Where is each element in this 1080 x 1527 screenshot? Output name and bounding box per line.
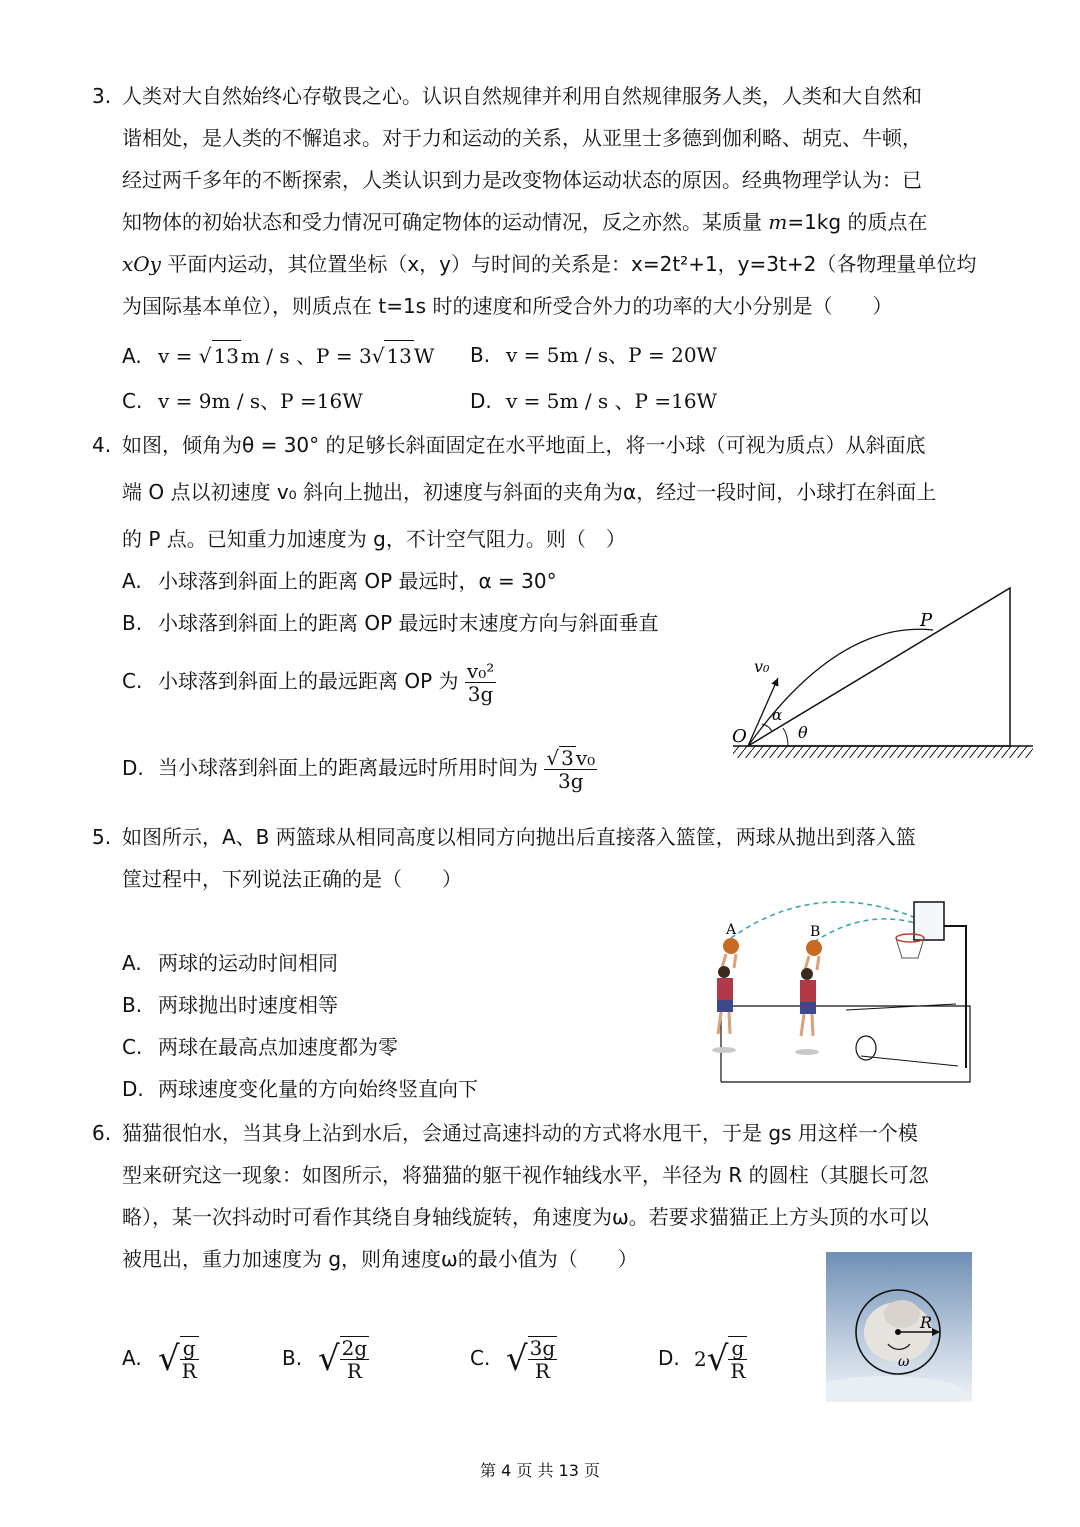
- axis-dot: [895, 1329, 901, 1335]
- stem-line: 知物体的初始状态和受力情况可确定物体的运动情况，反之亦然。某质量 m=1kg 的质点在: [122, 210, 928, 234]
- option-d[interactable]: D. 2√ $\frac{g}{R}$: [658, 1336, 746, 1383]
- hoop-pole: [942, 926, 966, 1068]
- cat-head: [884, 1300, 920, 1328]
- question-number: 5.: [92, 825, 112, 849]
- option-a[interactable]: A. √ $\frac{g}{R}$: [122, 1336, 197, 1383]
- question-number: 6.: [92, 1121, 112, 1145]
- option-b[interactable]: B. v = 5m / s、P = 20W: [470, 343, 718, 367]
- ball-b: [806, 940, 822, 956]
- label-o: O: [732, 726, 747, 747]
- label-omega: ω: [898, 1354, 910, 1370]
- label-theta: θ: [798, 723, 808, 742]
- trajectory-b: [814, 919, 918, 942]
- theta-arc: [783, 728, 788, 746]
- stem-line: 型来研究这一现象：如图所示，将猫猫的躯干视作轴线水平，半径为 R 的圆柱（其腿长可忽: [122, 1163, 929, 1187]
- incline-projectile-figure: [728, 580, 1038, 765]
- fraction: $\frac{\text{v₀²}}{3g}$: [466, 659, 495, 706]
- stem-line: 谐相处，是人类的不懈追求。对于力和运动的关系，从亚里士多德到伽利略、胡克、牛顿，: [122, 126, 922, 150]
- question-number: 3.: [92, 84, 112, 108]
- question-4: [92, 422, 992, 563]
- stem-line: 筐过程中，下列说法正确的是（ ）: [122, 867, 462, 891]
- label-a: A: [726, 922, 737, 938]
- player-a: [712, 954, 736, 1053]
- court-lines: [721, 1006, 970, 1082]
- option-a[interactable]: A. 两球的运动时间相同: [122, 951, 338, 975]
- basketball-figure: [696, 888, 978, 1086]
- option-d[interactable]: D. v = 5m / s 、P =16W: [470, 389, 718, 413]
- stem-line: xOy 平面内运动，其位置坐标（x，y）与时间的关系是：x=2t²+1，y=3t+2（各物理量单位均: [122, 252, 977, 276]
- stem-line: 被甩出，重力加速度为 g，则角速度ω的最小值为（ ）: [122, 1247, 638, 1271]
- stem-line: 端 O 点以初速度 v₀ 斜向上抛出，初速度与斜面的夹角为α，经过一段时间，小球打在斜面上: [122, 480, 937, 504]
- label-alpha: α: [772, 706, 783, 724]
- label-r: R: [920, 1313, 933, 1332]
- option-d[interactable]: D. 两球速度变化量的方向始终竖直向下: [122, 1077, 478, 1101]
- stem-line: 的 P 点。已知重力加速度为 g，不计空气阻力。则（ ）: [122, 527, 626, 551]
- option-a[interactable]: A. 小球落到斜面上的距离 OP 最远时，α = 30°: [122, 569, 557, 593]
- stem-line: 猫猫很怕水，当其身上沾到水后，会通过高速抖动的方式将水甩干，于是 gs 用这样一个模: [122, 1121, 918, 1145]
- option-c[interactable]: C. v = 9m / s、P =16W: [122, 389, 363, 413]
- question-3: [92, 75, 992, 327]
- stem-line: 略），某一次抖动时可看作其绕自身轴线旋转，角速度为ω。若要求猫猫正上方头顶的水可以: [122, 1205, 929, 1229]
- option-a[interactable]: A. v = √ 13 m / s 、P = 3√ 13 W: [122, 340, 434, 371]
- stem-line: 人类对大自然始终心存敬畏之心。认识自然规律并利用自然规律服务人类，人类和大自然和: [122, 84, 922, 108]
- option-b[interactable]: B. 小球落到斜面上的距离 OP 最远时末速度方向与斜面垂直: [122, 611, 659, 635]
- option-c[interactable]: C. √ $\frac{3g}{R}$: [470, 1336, 556, 1383]
- option-b[interactable]: B. √ $\frac{2g}{R}$: [282, 1336, 368, 1383]
- stem-line: 为国际基本单位），则质点在 t=1s 时的速度和所受合外力的功率的大小分别是（ ）: [122, 294, 893, 318]
- key-line: [861, 1056, 958, 1066]
- label-v0: v₀: [754, 657, 770, 676]
- trajectory-a: [731, 902, 916, 938]
- option-c[interactable]: C. 小球落到斜面上的最远距离 OP 为 $\frac{\text{v₀²}}{3g}$: [122, 659, 495, 706]
- stem-line: 如图，倾角为θ = 30° 的足够长斜面固定在水平地面上，将一小球（可视为质点）从斜面底: [122, 433, 926, 457]
- option-c[interactable]: C. 两球在最高点加速度都为零: [122, 1035, 398, 1059]
- cat-photo: [826, 1252, 972, 1402]
- label-p: P: [920, 610, 933, 631]
- fraction: $\frac{\text{√ 3 v₀}}{3g}$: [546, 746, 596, 793]
- option-b[interactable]: B. 两球抛出时速度相等: [122, 993, 338, 1017]
- incline: [748, 588, 1010, 746]
- key-line: [846, 1004, 956, 1010]
- option-d[interactable]: D. 当小球落到斜面上的距离最远时所用时间为 $\frac{\text{√ 3 v₀}}{3g}$: [122, 746, 596, 793]
- stem-line: 经过两千多年的不断探索，人类认识到力是改变物体运动状态的原因。经典物理学认为：已: [122, 168, 922, 192]
- label-b: B: [810, 924, 821, 940]
- ball-a: [723, 938, 739, 954]
- page-footer: 第 4 页 共 13 页: [480, 1461, 600, 1480]
- ground-hatch: [733, 746, 1033, 758]
- question-number: 4.: [92, 433, 112, 457]
- stem-line: 如图所示，A、B 两篮球从相同高度以相同方向抛出后直接落入篮筐，两球从抛出到落入篮: [122, 825, 916, 849]
